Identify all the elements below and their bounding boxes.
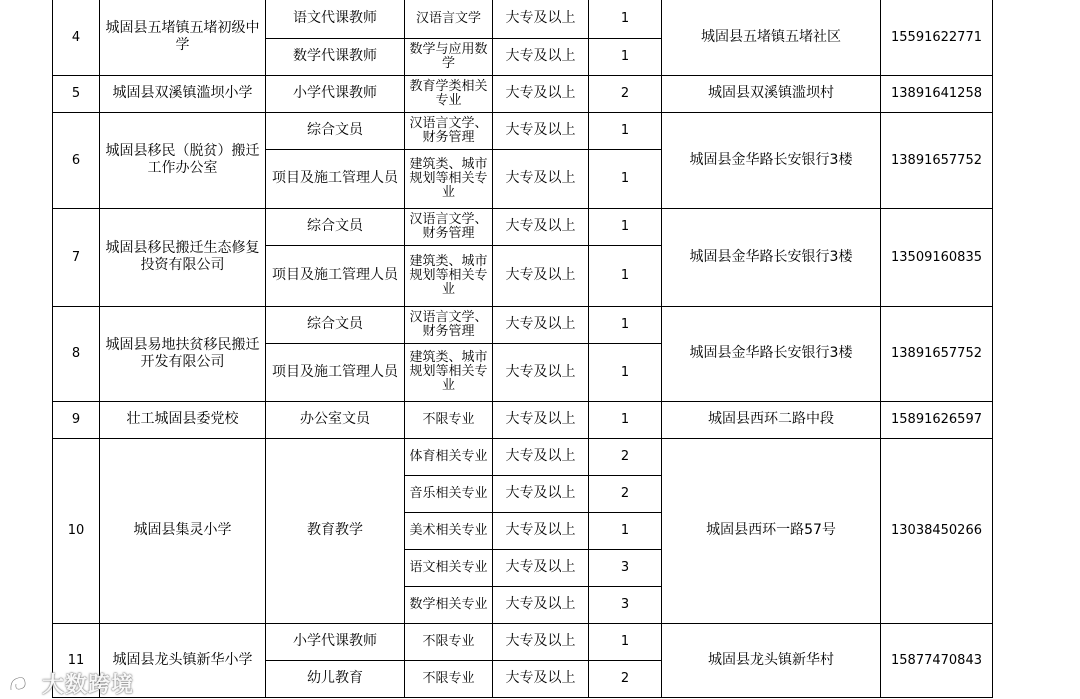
headcount: 1 bbox=[589, 512, 662, 549]
address: 城固县金华路长安银行3楼 bbox=[662, 112, 881, 208]
watermark-text: 大数跨境 bbox=[42, 673, 135, 698]
unit-name: 城固县双溪镇滥坝小学 bbox=[100, 75, 266, 112]
table-row bbox=[53, 208, 993, 245]
major-requirement: 汉语言文学、财务管理 bbox=[405, 208, 493, 245]
address: 城固县金华路长安银行3楼 bbox=[662, 306, 881, 401]
education-requirement: 大专及以上 bbox=[493, 0, 589, 38]
unit-name: 城固县五堵镇五堵初级中学 bbox=[100, 0, 266, 75]
row-number: 7 bbox=[53, 208, 100, 306]
major-requirement: 美术相关专业 bbox=[405, 512, 493, 549]
post-name: 综合文员 bbox=[266, 208, 405, 245]
address: 城固县金华路长安银行3楼 bbox=[662, 208, 881, 306]
phone: 13891641258 bbox=[881, 75, 993, 112]
education-requirement: 大专及以上 bbox=[493, 38, 589, 75]
education-requirement: 大专及以上 bbox=[493, 75, 589, 112]
education-requirement: 大专及以上 bbox=[493, 438, 589, 475]
recruitment-table bbox=[52, 0, 993, 698]
unit-name: 城固县移民搬迁生态修复投资有限公司 bbox=[100, 208, 266, 306]
unit-name: 城固县移民（脱贫）搬迁工作办公室 bbox=[100, 112, 266, 208]
post-name: 项目及施工管理人员 bbox=[266, 245, 405, 306]
headcount: 1 bbox=[589, 245, 662, 306]
unit-name: 壮工城固县委党校 bbox=[100, 401, 266, 438]
phone: 13891657752 bbox=[881, 112, 993, 208]
education-requirement: 大专及以上 bbox=[493, 401, 589, 438]
major-requirement: 汉语言文学、财务管理 bbox=[405, 306, 493, 343]
unit-name: 城固县集灵小学 bbox=[100, 438, 266, 623]
row-number: 6 bbox=[53, 112, 100, 208]
headcount: 1 bbox=[589, 306, 662, 343]
post-name: 数学代课教师 bbox=[266, 38, 405, 75]
major-requirement: 汉语言文学 bbox=[405, 0, 493, 38]
brand-logo-icon bbox=[8, 672, 38, 696]
headcount: 3 bbox=[589, 586, 662, 623]
post-name: 办公室文员 bbox=[266, 401, 405, 438]
major-requirement: 音乐相关专业 bbox=[405, 475, 493, 512]
post-name: 语文代课教师 bbox=[266, 0, 405, 38]
phone: 13509160835 bbox=[881, 208, 993, 306]
unit-name: 城固县易地扶贫移民搬迁开发有限公司 bbox=[100, 306, 266, 401]
major-requirement: 不限专业 bbox=[405, 401, 493, 438]
headcount: 2 bbox=[589, 438, 662, 475]
address: 城固县五堵镇五堵社区 bbox=[662, 0, 881, 75]
table-row bbox=[53, 112, 993, 149]
headcount: 1 bbox=[589, 112, 662, 149]
post-name: 教育教学 bbox=[266, 438, 405, 623]
headcount: 1 bbox=[589, 0, 662, 38]
row-number: 4 bbox=[53, 0, 100, 75]
table-row bbox=[53, 401, 993, 438]
row-number: 9 bbox=[53, 401, 100, 438]
phone: 15877470843 bbox=[881, 623, 993, 697]
major-requirement: 数学相关专业 bbox=[405, 586, 493, 623]
headcount: 2 bbox=[589, 475, 662, 512]
address: 城固县西环一路57号 bbox=[662, 438, 881, 623]
major-requirement: 教育学类相关专业 bbox=[405, 75, 493, 112]
headcount: 3 bbox=[589, 549, 662, 586]
headcount: 1 bbox=[589, 343, 662, 401]
post-name: 项目及施工管理人员 bbox=[266, 149, 405, 208]
major-requirement: 语文相关专业 bbox=[405, 549, 493, 586]
headcount: 1 bbox=[589, 149, 662, 208]
education-requirement: 大专及以上 bbox=[493, 343, 589, 401]
headcount: 2 bbox=[589, 75, 662, 112]
table-row bbox=[53, 623, 993, 660]
table-row bbox=[53, 306, 993, 343]
major-requirement: 建筑类、城市规划等相关专业 bbox=[405, 245, 493, 306]
post-name: 幼儿教育 bbox=[266, 660, 405, 697]
major-requirement: 建筑类、城市规划等相关专业 bbox=[405, 149, 493, 208]
education-requirement: 大专及以上 bbox=[493, 149, 589, 208]
post-name: 小学代课教师 bbox=[266, 623, 405, 660]
table-row bbox=[53, 0, 993, 38]
address: 城固县双溪镇滥坝村 bbox=[662, 75, 881, 112]
phone: 15591622771 bbox=[881, 0, 993, 75]
headcount: 1 bbox=[589, 401, 662, 438]
post-name: 综合文员 bbox=[266, 306, 405, 343]
major-requirement: 汉语言文学、财务管理 bbox=[405, 112, 493, 149]
education-requirement: 大专及以上 bbox=[493, 512, 589, 549]
row-number: 5 bbox=[53, 75, 100, 112]
major-requirement: 不限专业 bbox=[405, 660, 493, 697]
phone: 13891657752 bbox=[881, 306, 993, 401]
post-name: 综合文员 bbox=[266, 112, 405, 149]
post-name: 项目及施工管理人员 bbox=[266, 343, 405, 401]
headcount: 1 bbox=[589, 208, 662, 245]
headcount: 2 bbox=[589, 660, 662, 697]
education-requirement: 大专及以上 bbox=[493, 306, 589, 343]
education-requirement: 大专及以上 bbox=[493, 245, 589, 306]
education-requirement: 大专及以上 bbox=[493, 475, 589, 512]
education-requirement: 大专及以上 bbox=[493, 112, 589, 149]
education-requirement: 大专及以上 bbox=[493, 208, 589, 245]
row-number: 11 bbox=[53, 623, 100, 697]
unit-name: 城固县龙头镇新华小学 bbox=[100, 623, 266, 697]
address: 城固县西环二路中段 bbox=[662, 401, 881, 438]
address: 城固县龙头镇新华村 bbox=[662, 623, 881, 697]
row-number: 8 bbox=[53, 306, 100, 401]
major-requirement: 不限专业 bbox=[405, 623, 493, 660]
education-requirement: 大专及以上 bbox=[493, 586, 589, 623]
headcount: 1 bbox=[589, 38, 662, 75]
headcount: 1 bbox=[589, 623, 662, 660]
major-requirement: 数学与应用数学 bbox=[405, 38, 493, 75]
table-row bbox=[53, 438, 993, 475]
watermark bbox=[8, 668, 134, 699]
post-name: 小学代课教师 bbox=[266, 75, 405, 112]
major-requirement: 体育相关专业 bbox=[405, 438, 493, 475]
education-requirement: 大专及以上 bbox=[493, 549, 589, 586]
phone: 15891626597 bbox=[881, 401, 993, 438]
phone: 13038450266 bbox=[881, 438, 993, 623]
row-number: 10 bbox=[53, 438, 100, 623]
education-requirement: 大专及以上 bbox=[493, 623, 589, 660]
major-requirement: 建筑类、城市规划等相关专业 bbox=[405, 343, 493, 401]
table-row bbox=[53, 75, 993, 112]
education-requirement: 大专及以上 bbox=[493, 660, 589, 697]
